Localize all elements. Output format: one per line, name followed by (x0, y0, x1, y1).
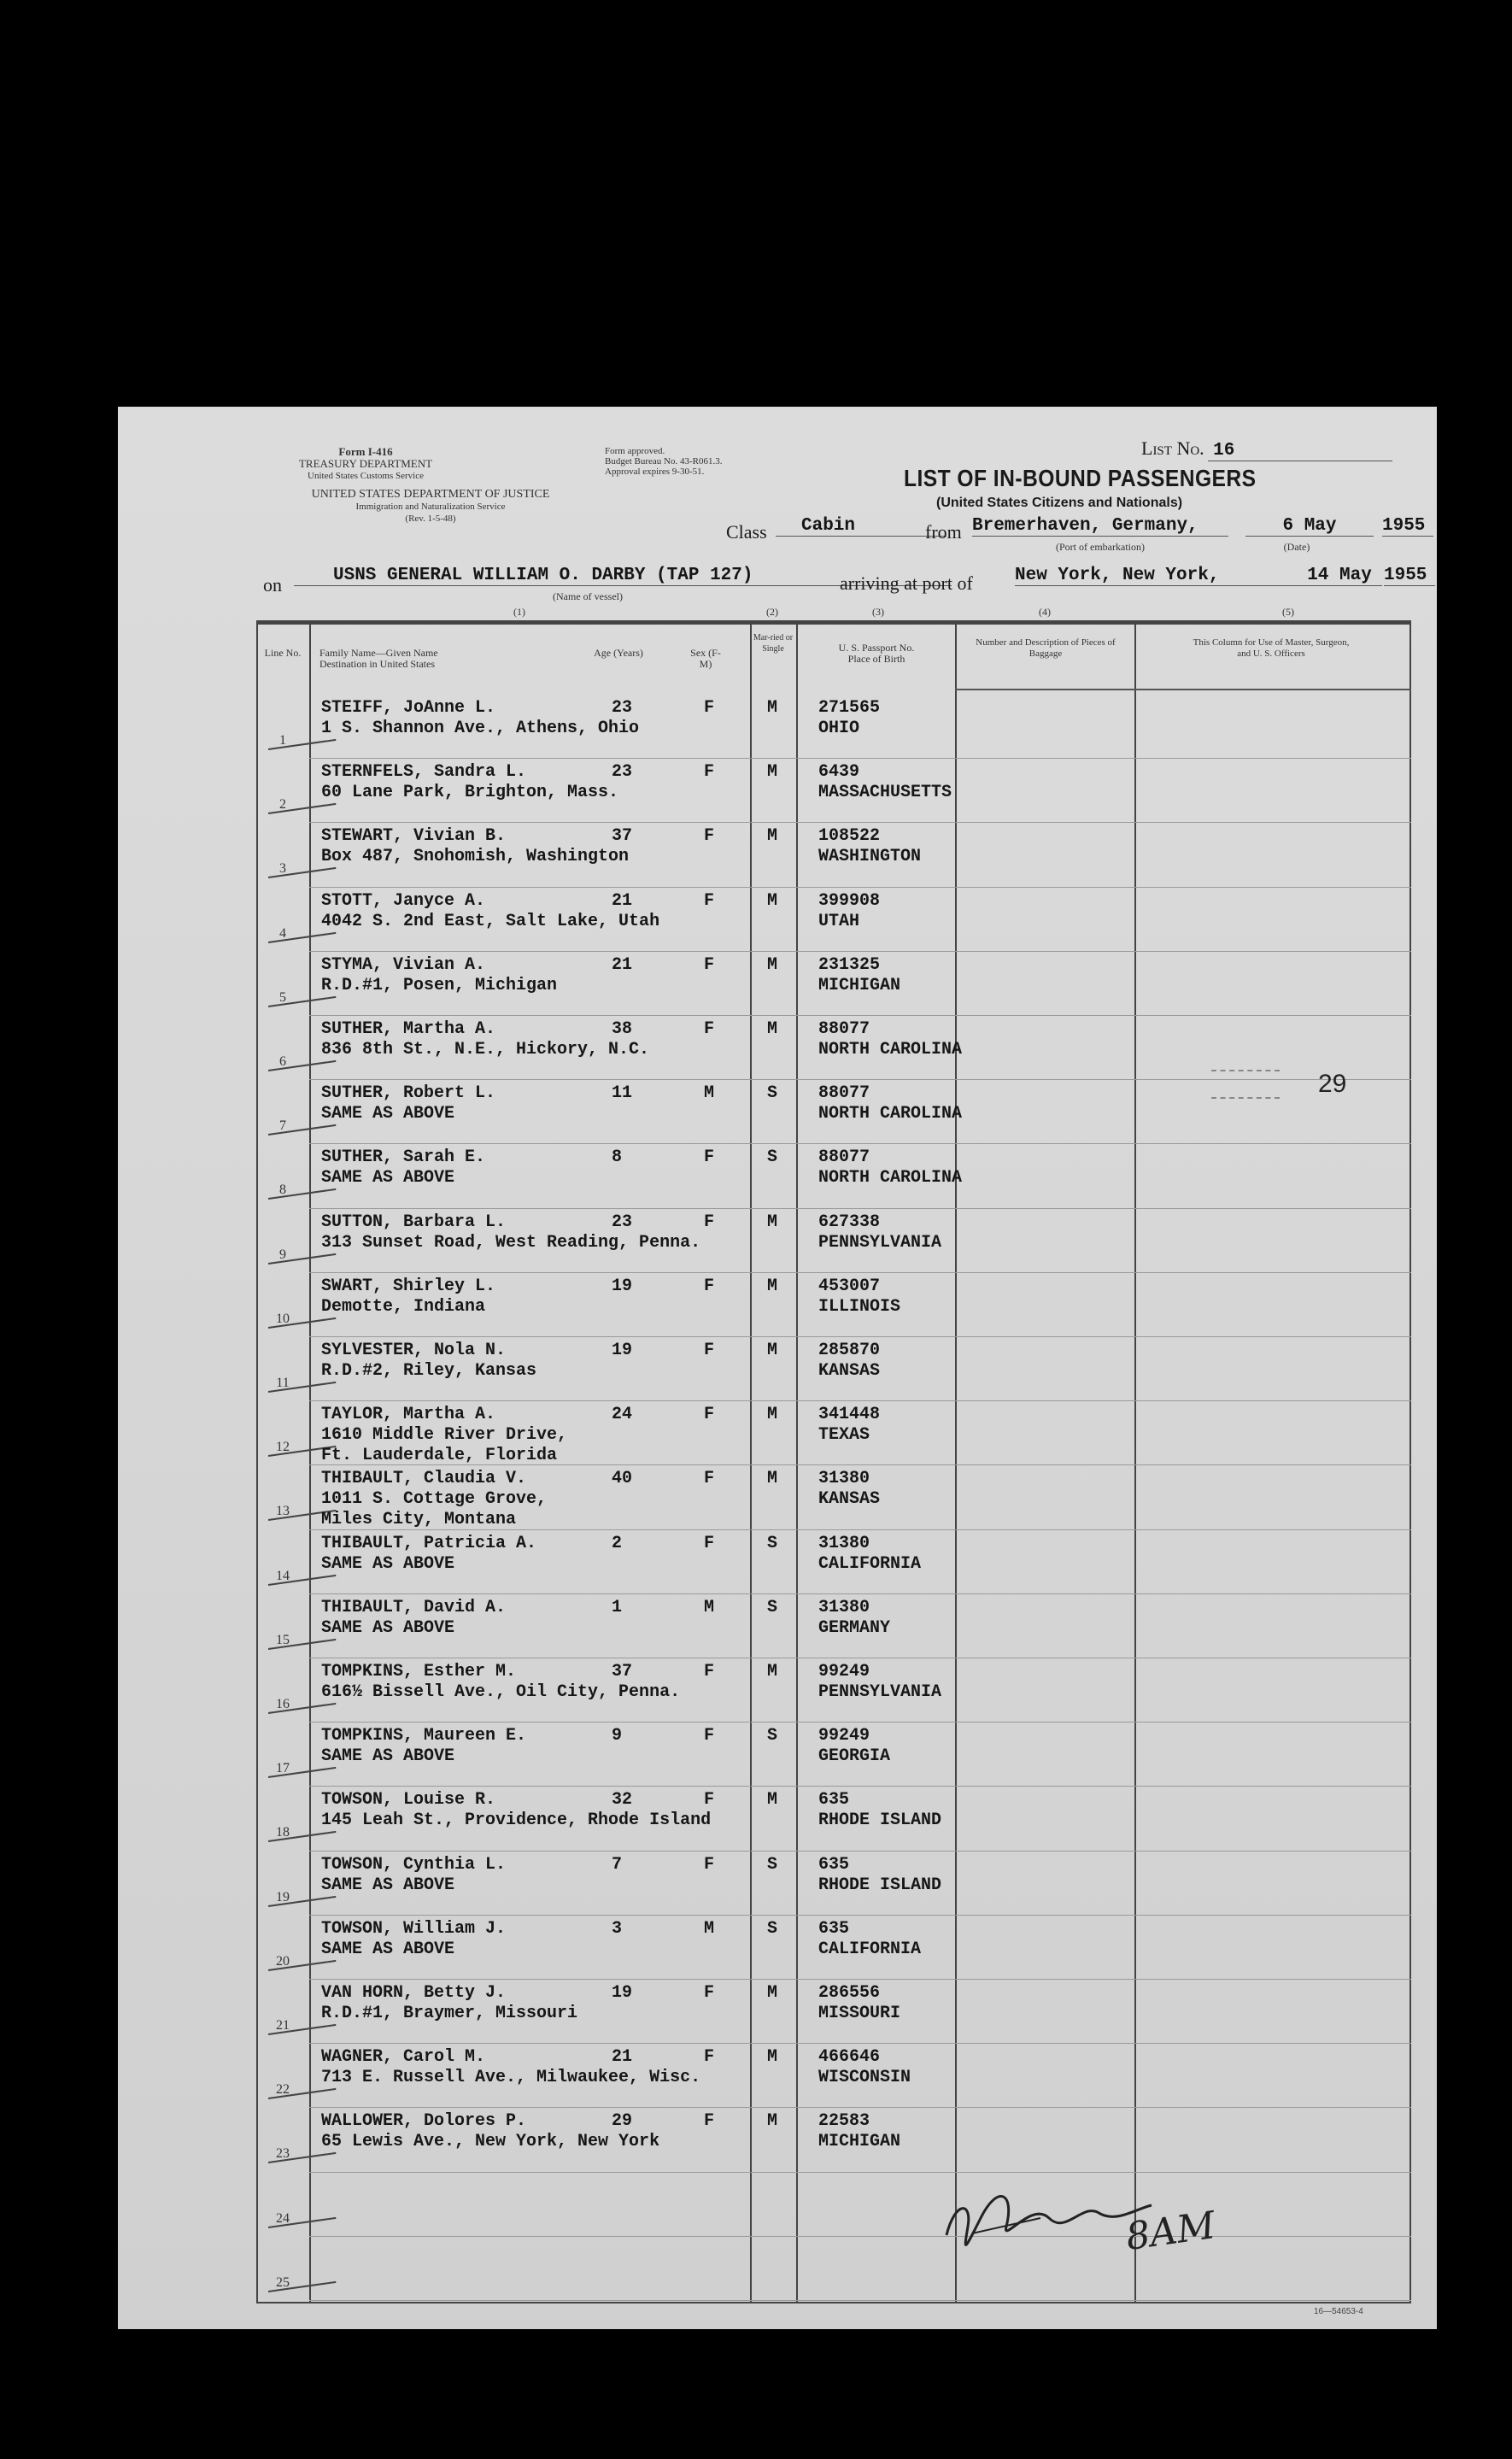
passport-number: 635 (818, 1790, 850, 1811)
header-line-no: Line No. (264, 647, 302, 659)
line-number: 21 (276, 2018, 290, 2033)
passenger-age: 8 (612, 1147, 623, 1168)
passenger-address: 65 Lewis Ave., New York, New York (321, 2132, 660, 2152)
passenger-sex: F (704, 954, 715, 975)
passenger-sex: F (704, 1854, 715, 1875)
line-number: 6 (279, 1054, 286, 1069)
passenger-marital: M (767, 2111, 778, 2132)
passenger-marital: M (767, 1662, 778, 1681)
passenger-marital: S (767, 1726, 778, 1746)
passenger-address-2: Ft. Lauderdale, Florida (321, 1446, 558, 1466)
passport-number: 6439 (818, 762, 860, 783)
line-number: 13 (276, 1504, 290, 1519)
header-age: Age (Years) (594, 647, 643, 659)
passenger-marital: M (767, 1983, 778, 2003)
passenger-age: 38 (612, 1019, 633, 1039)
col-divider (750, 624, 752, 2302)
line-number: 5 (279, 989, 286, 1005)
birth-place: ILLINOIS (818, 1296, 901, 1317)
passenger-name: SUTHER, Martha A. (321, 1019, 496, 1039)
passenger-name: STERNFELS, Sandra L. (321, 762, 527, 783)
passenger-address: Box 487, Snohomish, Washington (321, 847, 630, 867)
passport-number: 341448 (818, 1405, 881, 1425)
row-divider (309, 1979, 1411, 1980)
birth-place: PENNSYLVANIA (818, 1232, 942, 1253)
embarkation-port: Bremerhaven, Germany, (972, 516, 1228, 537)
passenger-marital: M (767, 1341, 778, 1360)
ins-service: Immigration and Naturalization Service (355, 502, 506, 512)
arrival-year: 1955 (1384, 566, 1435, 586)
passenger-marital: M (767, 1276, 778, 1296)
birth-place: GEORGIA (818, 1746, 891, 1767)
vessel-name: USNS GENERAL WILLIAM O. DARBY (TAP 127) (294, 566, 952, 586)
line-number: 3 (279, 861, 286, 877)
passenger-name: SWART, Shirley L. (321, 1276, 496, 1296)
birth-place: MICHIGAN (818, 975, 901, 995)
passenger-age: 23 (612, 1212, 633, 1232)
arriving-label: arriving at port of (840, 572, 973, 594)
list-number-label: List No. (1141, 437, 1204, 459)
passenger-age: 40 (612, 1469, 633, 1489)
passenger-name: TOWSON, Cynthia L. (321, 1854, 507, 1875)
passport-number: 453007 (818, 1276, 881, 1296)
form-number: Form I-416 (338, 445, 393, 458)
row-divider (309, 951, 1411, 952)
header-baggage: Number and Description of Pieces of Baggage (976, 637, 1116, 659)
passenger-name: THIBAULT, David A. (321, 1597, 507, 1617)
col-num-1: (1) (513, 606, 525, 618)
passport-number: 627338 (818, 1212, 881, 1232)
passenger-address: SAME AS ABOVE (321, 1617, 455, 1638)
passenger-age: 3 (612, 1918, 623, 1939)
passenger-address: 836 8th St., N.E., Hickory, N.C. (321, 1040, 650, 1059)
passenger-sex: F (704, 1405, 715, 1425)
passport-number: 285870 (818, 1341, 881, 1360)
birth-place: WISCONSIN (818, 2068, 911, 2088)
passenger-sex: M (704, 1597, 715, 1617)
passenger-age: 23 (612, 762, 633, 783)
footer-code: 16—54653-4 (1314, 2307, 1363, 2316)
passenger-age: 23 (612, 698, 633, 718)
embarkation-year: 1955 (1382, 516, 1433, 537)
passenger-age: 2 (612, 1533, 623, 1553)
passenger-address: R.D.#2, Riley, Kansas (321, 1361, 537, 1381)
passenger-name: TOWSON, Louise R. (321, 1790, 496, 1811)
passenger-age: 11 (612, 1083, 633, 1104)
row-divider (309, 2172, 1411, 2173)
date-caption: (Date) (1283, 541, 1310, 553)
signature-initials: 8AM (1122, 2203, 1218, 2260)
row-divider (309, 1336, 1411, 1337)
justice-dept-block (260, 489, 601, 525)
passenger-address-2: Miles City, Montana (321, 1510, 517, 1530)
passenger-sex: F (704, 1212, 715, 1232)
line-number: 25 (276, 2274, 290, 2290)
justice-dept: UNITED STATES DEPARTMENT OF JUSTICE (311, 488, 550, 501)
passenger-marital: M (767, 826, 778, 847)
birth-place: PENNSYLVANIA (818, 1682, 942, 1702)
passport-number: 22583 (818, 2111, 870, 2132)
form-revision: (Rev. 1-5-48) (405, 514, 456, 524)
passenger-marital: M (767, 1212, 778, 1232)
birth-place: UTAH (818, 911, 860, 931)
line-number: 10 (276, 1311, 290, 1326)
passenger-name: TOMPKINS, Esther M. (321, 1662, 517, 1681)
passenger-sex: F (704, 1276, 715, 1296)
passenger-address: SAME AS ABOVE (321, 1746, 455, 1767)
class-label: Class (726, 521, 767, 543)
passport-number: 88077 (818, 1019, 870, 1039)
line-number: 17 (276, 1761, 290, 1776)
passenger-name: THIBAULT, Patricia A. (321, 1533, 537, 1553)
passenger-marital: M (767, 1790, 778, 1811)
passport-number: 88077 (818, 1147, 870, 1168)
row-divider (309, 1786, 1411, 1787)
passenger-sex: F (704, 1790, 715, 1811)
passenger-name: TAYLOR, Martha A. (321, 1405, 496, 1425)
on-label: on (263, 574, 282, 596)
passenger-age: 9 (612, 1726, 623, 1746)
col-num-5: (5) (1282, 606, 1294, 618)
passenger-age: 21 (612, 954, 633, 975)
birth-place: CALIFORNIA (818, 1939, 922, 1959)
passenger-address: 145 Leah St., Providence, Rhode Island (321, 1811, 712, 1831)
passport-number: 31380 (818, 1533, 870, 1553)
passenger-sex: F (704, 1726, 715, 1746)
manifest-page (118, 407, 1437, 2329)
passport-number: 635 (818, 1918, 850, 1939)
line-number: 23 (276, 2146, 290, 2162)
list-number-field (1141, 437, 1415, 461)
row-divider (309, 1272, 1411, 1273)
passport-number: 31380 (818, 1597, 870, 1617)
line-number: 18 (276, 1825, 290, 1840)
passenger-address: 616½ Bissell Ave., Oil City, Penna. (321, 1682, 681, 1702)
page-subtitle: (United States Citizens and Nationals) (936, 496, 1183, 510)
passenger-address: 1610 Middle River Drive, (321, 1425, 568, 1446)
passenger-age: 19 (612, 1983, 633, 2003)
row-divider (309, 1851, 1411, 1852)
col-divider (955, 624, 957, 2302)
line-number: 19 (276, 1889, 290, 1904)
vessel-caption: (Name of vessel) (553, 590, 623, 602)
passport-number: 635 (818, 1854, 850, 1875)
header-birthplace: Place of Birth (847, 653, 905, 665)
line-number: 1 (279, 733, 286, 748)
passport-number: 108522 (818, 826, 881, 847)
passenger-name: STOTT, Janyce A. (321, 890, 486, 911)
passenger-age: 7 (612, 1854, 623, 1875)
from-label: from (925, 521, 962, 543)
passenger-name: WALLOWER, Dolores P. (321, 2111, 527, 2132)
passenger-age: 37 (612, 826, 633, 847)
approval-line-2: Budget Bureau No. 43-R061.3. (605, 456, 723, 467)
passenger-name: TOMPKINS, Maureen E. (321, 1726, 527, 1746)
line-number: 20 (276, 1953, 290, 1969)
row-divider (309, 2300, 1411, 2301)
birth-place: MISSOURI (818, 2004, 901, 2023)
passenger-name: VAN HORN, Betty J. (321, 1983, 507, 2003)
passenger-marital: M (767, 2047, 778, 2068)
header-family-name: Family Name—Given Name (319, 647, 438, 659)
passenger-marital: S (767, 1533, 778, 1553)
passenger-sex: M (704, 1918, 715, 1939)
passenger-marital: M (767, 762, 778, 783)
port-caption: (Port of embarkation) (1056, 541, 1145, 553)
passport-number: 99249 (818, 1662, 870, 1681)
passenger-name: TOWSON, William J. (321, 1918, 507, 1939)
passenger-sex: F (704, 1662, 715, 1681)
col-num-4: (4) (1039, 606, 1051, 618)
passenger-sex: F (704, 1147, 715, 1168)
customs-service: United States Customs Service (308, 471, 424, 481)
passenger-sex: F (704, 2047, 715, 2068)
passenger-sex: F (704, 1341, 715, 1360)
line-number: 9 (279, 1247, 286, 1262)
passenger-age: 1 (612, 1597, 623, 1617)
passenger-sex: F (704, 1533, 715, 1553)
passenger-address: R.D.#1, Braymer, Missouri (321, 2004, 578, 2023)
birth-place: NORTH CAROLINA (818, 1104, 963, 1124)
annotation-marks (1211, 1070, 1280, 1099)
passenger-name: SYLVESTER, Nola N. (321, 1341, 507, 1360)
passenger-age: 29 (612, 2111, 633, 2132)
line-number: 7 (279, 1118, 286, 1134)
passenger-age: 19 (612, 1276, 633, 1296)
row-divider (309, 1593, 1411, 1594)
passenger-address: Demotte, Indiana (321, 1296, 486, 1317)
line-number: 15 (276, 1632, 290, 1647)
header-married: Mar-ried or Single (753, 633, 794, 654)
passenger-marital: M (767, 954, 778, 975)
birth-place: NORTH CAROLINA (818, 1040, 963, 1059)
birth-place: RHODE ISLAND (818, 1875, 942, 1895)
passenger-name: THIBAULT, Claudia V. (321, 1469, 527, 1489)
passenger-age: 37 (612, 1662, 633, 1681)
approval-line-3: Approval expires 9-30-51. (605, 467, 705, 477)
passenger-marital: S (767, 1147, 778, 1168)
passenger-age: 21 (612, 890, 633, 911)
col-divider (309, 624, 311, 2302)
row-divider (309, 758, 1411, 759)
passenger-age: 19 (612, 1341, 633, 1360)
header-destination: Destination in United States (319, 658, 435, 670)
passenger-marital: S (767, 1918, 778, 1939)
col-num-2: (2) (766, 606, 778, 618)
birth-place: KANSAS (818, 1361, 881, 1381)
passenger-sex: F (704, 890, 715, 911)
passenger-sex: F (704, 1019, 715, 1039)
passenger-address: 60 Lane Park, Brighton, Mass. (321, 783, 619, 803)
line-number: 14 (276, 1568, 290, 1583)
passenger-marital: M (767, 890, 778, 911)
passenger-sex: F (704, 1983, 715, 2003)
col-divider (796, 624, 798, 2302)
birth-place: MICHIGAN (818, 2132, 901, 2152)
arrival-port: New York, New York, (1015, 566, 1297, 586)
passenger-sex: M (704, 1083, 715, 1104)
passenger-name: SUTHER, Robert L. (321, 1083, 496, 1104)
passenger-address: SAME AS ABOVE (321, 1104, 455, 1124)
approval-line-1: Form approved. (605, 446, 665, 456)
passenger-sex: F (704, 1469, 715, 1489)
row-divider (309, 1400, 1411, 1401)
passenger-address: 1011 S. Cottage Grove, (321, 1489, 548, 1510)
birth-place: NORTH CAROLINA (818, 1168, 963, 1188)
passenger-address: 1 S. Shannon Ave., Athens, Ohio (321, 719, 640, 738)
passenger-marital: S (767, 1854, 778, 1875)
officer-annotation: 29 (1318, 1070, 1347, 1098)
birth-place: OHIO (818, 719, 860, 738)
header-sex: Sex (F-M) (690, 647, 721, 670)
row-divider (309, 1915, 1411, 1916)
line-number: 22 (276, 2082, 290, 2098)
col-num-3: (3) (872, 606, 884, 618)
birth-place: WASHINGTON (818, 847, 922, 867)
passenger-name: STEWART, Vivian B. (321, 826, 507, 847)
header-passport (801, 643, 952, 665)
passenger-sex: F (704, 2111, 715, 2132)
line-number: 16 (276, 1697, 290, 1711)
birth-place: KANSAS (818, 1489, 881, 1510)
passenger-address: R.D.#1, Posen, Michigan (321, 975, 558, 995)
passenger-marital: M (767, 698, 778, 718)
passenger-sex: F (704, 698, 715, 718)
row-divider (309, 1015, 1411, 1016)
passenger-address: SAME AS ABOVE (321, 1875, 455, 1895)
passenger-marital: M (767, 1405, 778, 1425)
passenger-address: 313 Sunset Road, West Reading, Penna. (321, 1232, 701, 1253)
passport-number: 286556 (818, 1983, 881, 2003)
line-number: 8 (279, 1183, 286, 1198)
birth-place: TEXAS (818, 1425, 870, 1446)
col-divider (1134, 624, 1136, 2302)
row-divider (309, 1143, 1411, 1144)
passport-number: 88077 (818, 1083, 870, 1104)
form-dept-block (255, 446, 477, 482)
approval-block (605, 446, 810, 477)
passenger-name: SUTHER, Sarah E. (321, 1147, 486, 1168)
embarkation-date: 6 May (1245, 516, 1374, 537)
passport-number: 466646 (818, 2047, 881, 2068)
passenger-address: 4042 S. 2nd East, Salt Lake, Utah (321, 911, 660, 931)
passenger-age: 21 (612, 2047, 633, 2068)
passenger-sex: F (704, 826, 715, 847)
passenger-name: SUTTON, Barbara L. (321, 1212, 507, 1232)
header-passport-no: U. S. Passport No. (838, 642, 915, 654)
arrival-date: 14 May (1297, 566, 1382, 586)
passenger-address: 713 E. Russell Ave., Milwaukee, Wisc. (321, 2068, 701, 2088)
row-divider (309, 2107, 1411, 2108)
passenger-marital: M (767, 1469, 778, 1489)
row-divider (309, 2236, 1411, 2237)
passport-number: 271565 (818, 698, 881, 718)
header-officers: This Column for Use of Master, Surgeon, and U. S. Officers (1193, 637, 1350, 659)
row-divider (309, 2043, 1411, 2044)
line-number: 11 (276, 1376, 290, 1390)
passenger-sex: F (704, 762, 715, 783)
line-number: 4 (279, 925, 286, 941)
row-divider (309, 1208, 1411, 1209)
passenger-name: STYMA, Vivian A. (321, 954, 486, 975)
passenger-marital: M (767, 1019, 778, 1039)
birth-place: GERMANY (818, 1617, 891, 1638)
passenger-name: STEIFF, JoAnne L. (321, 698, 496, 718)
list-number-value: 16 (1208, 441, 1392, 461)
page-title: LIST OF IN-BOUND PASSENGERS (904, 465, 1257, 491)
line-number: 2 (279, 797, 286, 813)
passenger-age: 32 (612, 1790, 633, 1811)
header-name (319, 648, 438, 670)
treasury-dept: TREASURY DEPARTMENT (298, 457, 433, 470)
passenger-marital: S (767, 1597, 778, 1617)
passenger-marital: S (767, 1083, 778, 1104)
passport-number: 99249 (818, 1726, 870, 1746)
header-divider (955, 689, 1411, 690)
row-divider (309, 887, 1411, 888)
passport-number: 31380 (818, 1469, 870, 1489)
passenger-address: SAME AS ABOVE (321, 1939, 455, 1959)
birth-place: MASSACHUSETTS (818, 783, 952, 803)
passenger-address: SAME AS ABOVE (321, 1168, 455, 1188)
passport-number: 231325 (818, 954, 881, 975)
passenger-name: WAGNER, Carol M. (321, 2047, 486, 2068)
birth-place: CALIFORNIA (818, 1553, 922, 1574)
class-value: Cabin (776, 516, 946, 537)
line-number: 12 (276, 1440, 290, 1455)
passenger-address: SAME AS ABOVE (321, 1553, 455, 1574)
row-divider (309, 822, 1411, 823)
line-number: 24 (276, 2210, 290, 2226)
passenger-age: 24 (612, 1405, 633, 1425)
birth-place: RHODE ISLAND (818, 1811, 942, 1831)
passport-number: 399908 (818, 890, 881, 911)
